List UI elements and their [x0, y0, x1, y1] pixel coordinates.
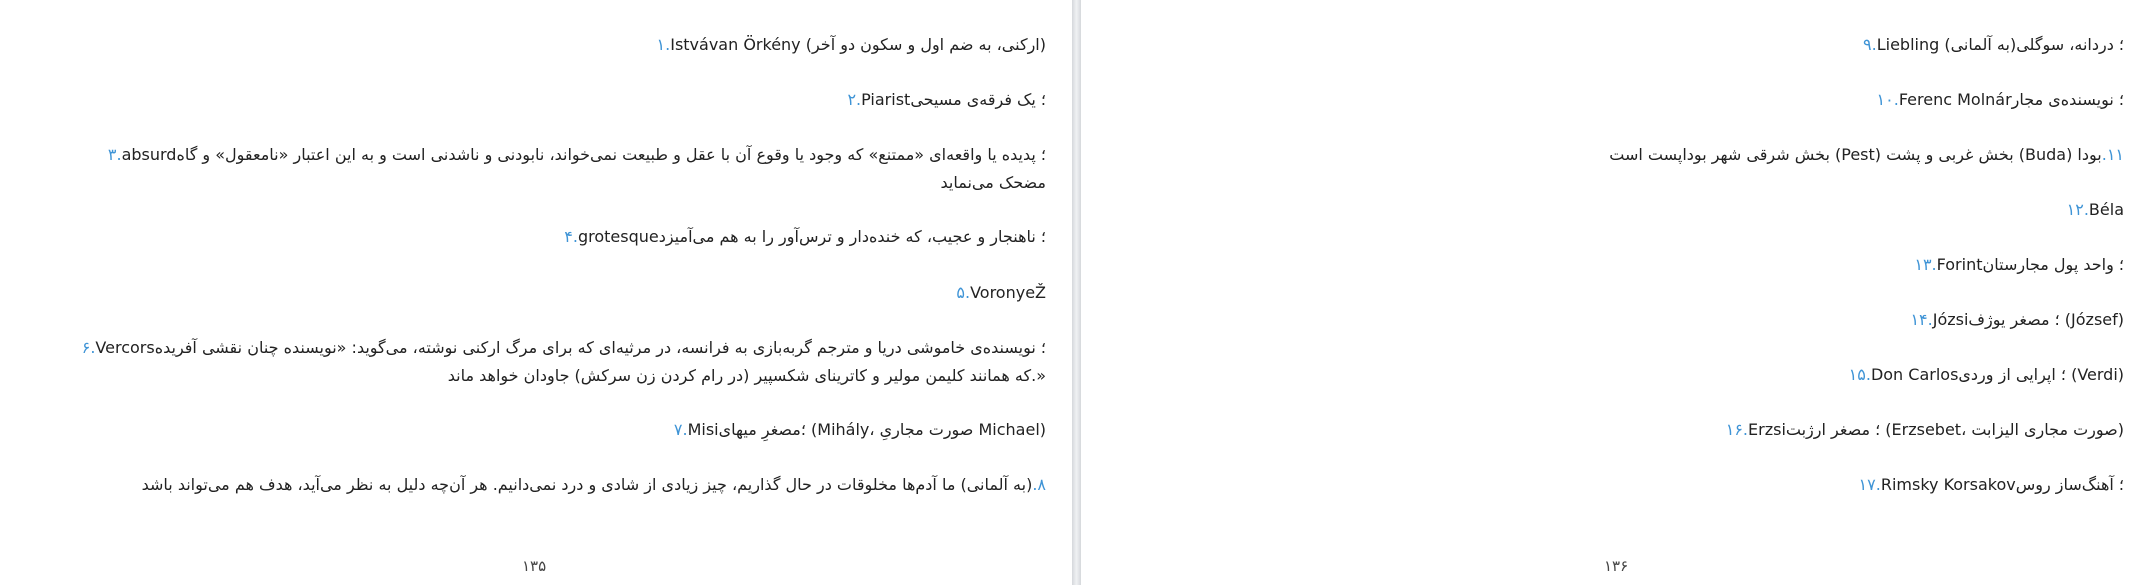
footnote-text: VoronyeŽ	[970, 283, 1046, 302]
footnote-4	[62, 223, 1046, 251]
footnote-2	[62, 86, 1046, 114]
footnote-10	[1241, 86, 2124, 114]
footnote-text: Vercors؛ نویسنده‌ی خاموشی دریا و مترجم گربه‌بازی به فرانسه، در مرثیه‌ای که برای مرگ ارکنی نوشته، می‌گوید: «نویسنده چنان نقشی آفریده که همانند کلیمن مولیر و کاترینای شکسپیر (در رام کردن زن سرکش) جاودان خواهد ماند.»	[95, 338, 1046, 385]
footnote-number: ۵.	[956, 283, 971, 302]
footnote-number: ۱۶.	[1725, 420, 1749, 439]
footnote-number: ۱۰.	[1876, 90, 1899, 109]
footnote-text: grotesque؛ ناهنجار و عجیب، که خنده‌دار و ترس‌آور را به هم می‌آمیزد	[577, 227, 1046, 246]
footnote-text: Istvávan Örkény (ارکنی، به ضم اول و سکون دو آخر)	[670, 35, 1046, 54]
footnote-14	[1241, 306, 2124, 334]
footnote-6	[62, 334, 1046, 390]
footnote-text: Don Carlos؛ اپرایی از وردی (Verdi)	[1870, 365, 2124, 384]
footnote-number: ۷.	[673, 420, 688, 439]
footnote-number: ۴.	[564, 227, 578, 246]
footnote-number: ۶.	[81, 338, 96, 357]
footnote-text: Ferenc Molnár؛ نویسنده‌ی مجار	[1898, 90, 2124, 109]
footnote-1	[62, 31, 1046, 59]
footnote-number: ۱۲.	[2066, 200, 2089, 219]
footnote-number: ۸.	[1032, 475, 1046, 494]
footnote-9	[1241, 31, 2124, 59]
footnote-text: Piarist؛ یک فرقه‌ی مسیحی	[861, 90, 1046, 109]
footnote-5	[62, 279, 1046, 307]
footnote-number: ۱۵.	[1848, 365, 1871, 384]
footnote-number: ۱۳.	[1914, 255, 1937, 274]
footnote-7	[62, 416, 1046, 444]
footnote-text: Józsi؛ مصغر یوژف (József)	[1932, 310, 2124, 329]
footnote-16	[1241, 416, 2124, 444]
footnote-text: Erzsi؛ مصغر ارژبت (Erzsebet، صورت مجاری الیزابت)	[1748, 420, 2124, 439]
footnote-text: Béla	[2088, 200, 2124, 219]
footnote-number: ۱۷.	[1858, 475, 1881, 494]
footnote-11	[1241, 141, 2124, 169]
footnote-text: Liebling (به آلمانی)؛ دردانه، سوگلی	[1876, 35, 2124, 54]
page-number: ۱۳۵	[522, 557, 547, 575]
page-number: ۱۳۶	[1604, 557, 1629, 575]
footnote-text: absurd؛ پدیده یا واقعه‌ای «ممتنع» که وجود یا وقوع آن با عقل و طبیعت نمی‌خواند، نابودنی و ناشدنی است و به این اعتبار «نامعقول» و گاه مضحک می‌نماید	[121, 145, 1046, 192]
footnote-number: ۱۱.	[2101, 145, 2124, 164]
footnote-number: ۳.	[107, 145, 122, 164]
footnote-number: ۹.	[1863, 35, 1877, 54]
footnote-number: ۲.	[847, 90, 862, 109]
footnote-text: Forint؛ واحد پول مجارستان	[1936, 255, 2124, 274]
footnote-text: (به آلمانی) ما آدم‌ها مخلوقات در حال گذاریم، چیز زیادی از شادی و درد نمی‌دانیم. هر آن‌چه دلیل به نظر می‌آید، هدف هم می‌تواند باشد	[141, 475, 1033, 494]
right-page	[1081, 0, 2151, 585]
left-page	[0, 0, 1072, 585]
footnote-13	[1241, 251, 2124, 279]
footnote-15	[1241, 361, 2124, 389]
footnote-12	[1241, 196, 2124, 224]
footnote-17	[1241, 471, 2124, 499]
footnote-3	[62, 141, 1046, 197]
footnote-8	[62, 471, 1046, 499]
footnote-text: Misi؛مصغرِ میهای (Mihály، صورت مجاریِ Michael)	[687, 420, 1046, 439]
footnote-text: بودا (Buda) بخش غربی و پشت (Pest) بخش شرقی شهر بوداپست است	[1609, 145, 2102, 164]
book-gutter	[1072, 0, 1081, 585]
footnote-number: ۱.	[656, 35, 671, 54]
footnote-text: Rimsky Korsakov؛ آهنگ‌ساز روس	[1880, 475, 2124, 494]
footnote-number: ۱۴.	[1910, 310, 1933, 329]
